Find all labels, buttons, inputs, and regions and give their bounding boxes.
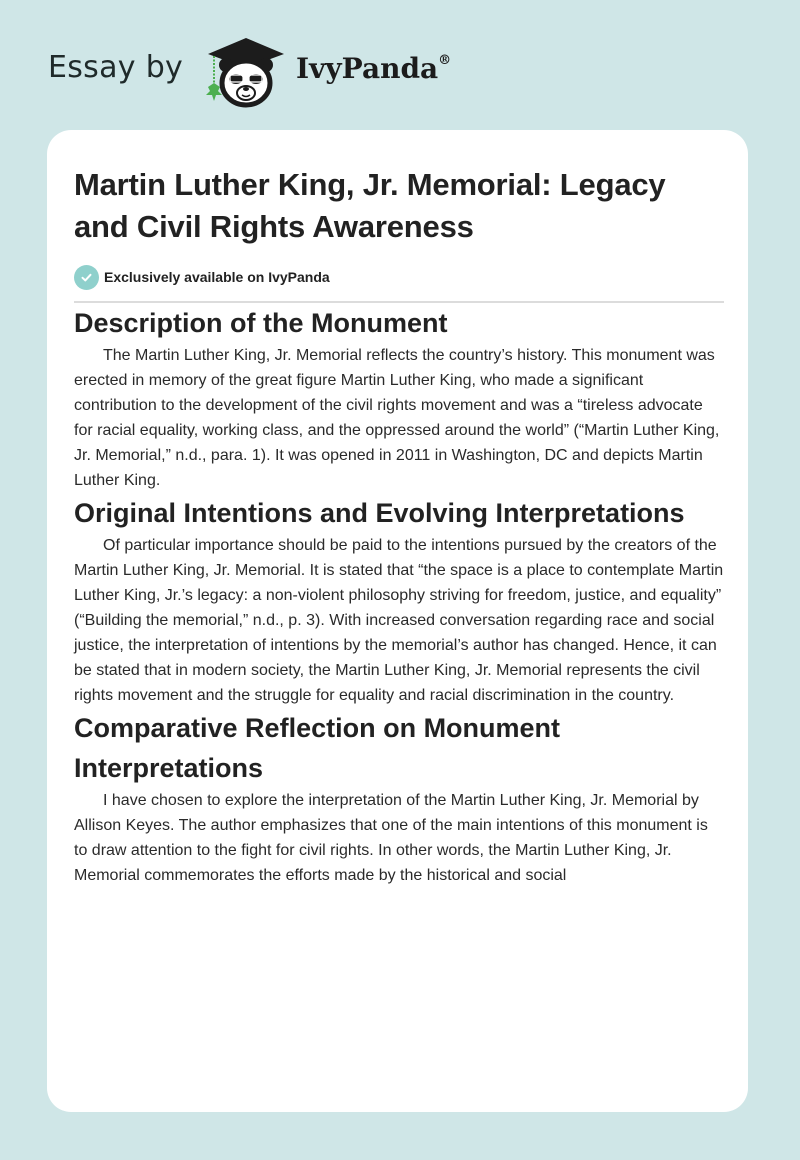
essay-by-label: Essay by [48,50,184,85]
section-heading-intentions: Original Intentions and Evolving Interpretations [74,498,685,528]
essay-title: Martin Luther King, Jr. Memorial: Legacy and Civil Rights Awareness [74,167,666,244]
section-heading-comparative: Comparative Reflection on Monument Interpretations [74,713,561,783]
section-paragraph-comparative: I have chosen to explore the interpretation of the Martin Luther King, Jr. Memorial by Allison Keyes. The author emphasizes that one of the main intentions of this monument is to draw attention to the fight for civil rights. In other words, the Martin Luther King, Jr. Memorial commemorates the efforts made by the historical and social [74,792,708,884]
section-heading-description: Description of the Monument [74,308,448,338]
essay-card [47,130,748,1112]
check-circle-icon [74,265,99,290]
site-header [0,0,800,130]
essay-content [74,164,724,888]
badge-text: Exclusively available on IvyPanda [104,269,330,285]
exclusive-badge [74,264,724,290]
brand-text: IvyPanda [296,52,439,85]
panda-logo-icon[interactable] [200,33,292,109]
section-paragraph-description: The Martin Luther King, Jr. Memorial reflects the country’s history. This monument was erected in memory of the great figure Martin Luther King, who made a significant contribution to the development of the civil rights movement and was a “tireless advocate for racial equality, working class, and the oppressed around the world” (“Martin Luther King, Jr. Memorial,” n.d., para. 1). It was opened in 2011 in Washington, DC and depicts Martin Luther King. [74,347,720,489]
registered-mark: ® [438,52,452,68]
section-paragraph-intentions: Of particular importance should be paid to the intentions pursued by the creators of the Martin Luther King, Jr. Memorial. It is stated that “the space is a place to contemplate Martin Luther King, Jr.’s legacy: a non-violent philosophy striving for freedom, justice, and equality” (“Building the memorial,” n.d., p. 3). With increased conversation regarding race and social justice, the interpretation of intentions by the memorial’s author has changed. Hence, it can be stated that in modern society, the Martin Luther King, Jr. Memorial represents the civil rights movement and the struggle for equality and racial discrimination in the country. [74,537,724,704]
brand-name[interactable] [296,52,451,85]
